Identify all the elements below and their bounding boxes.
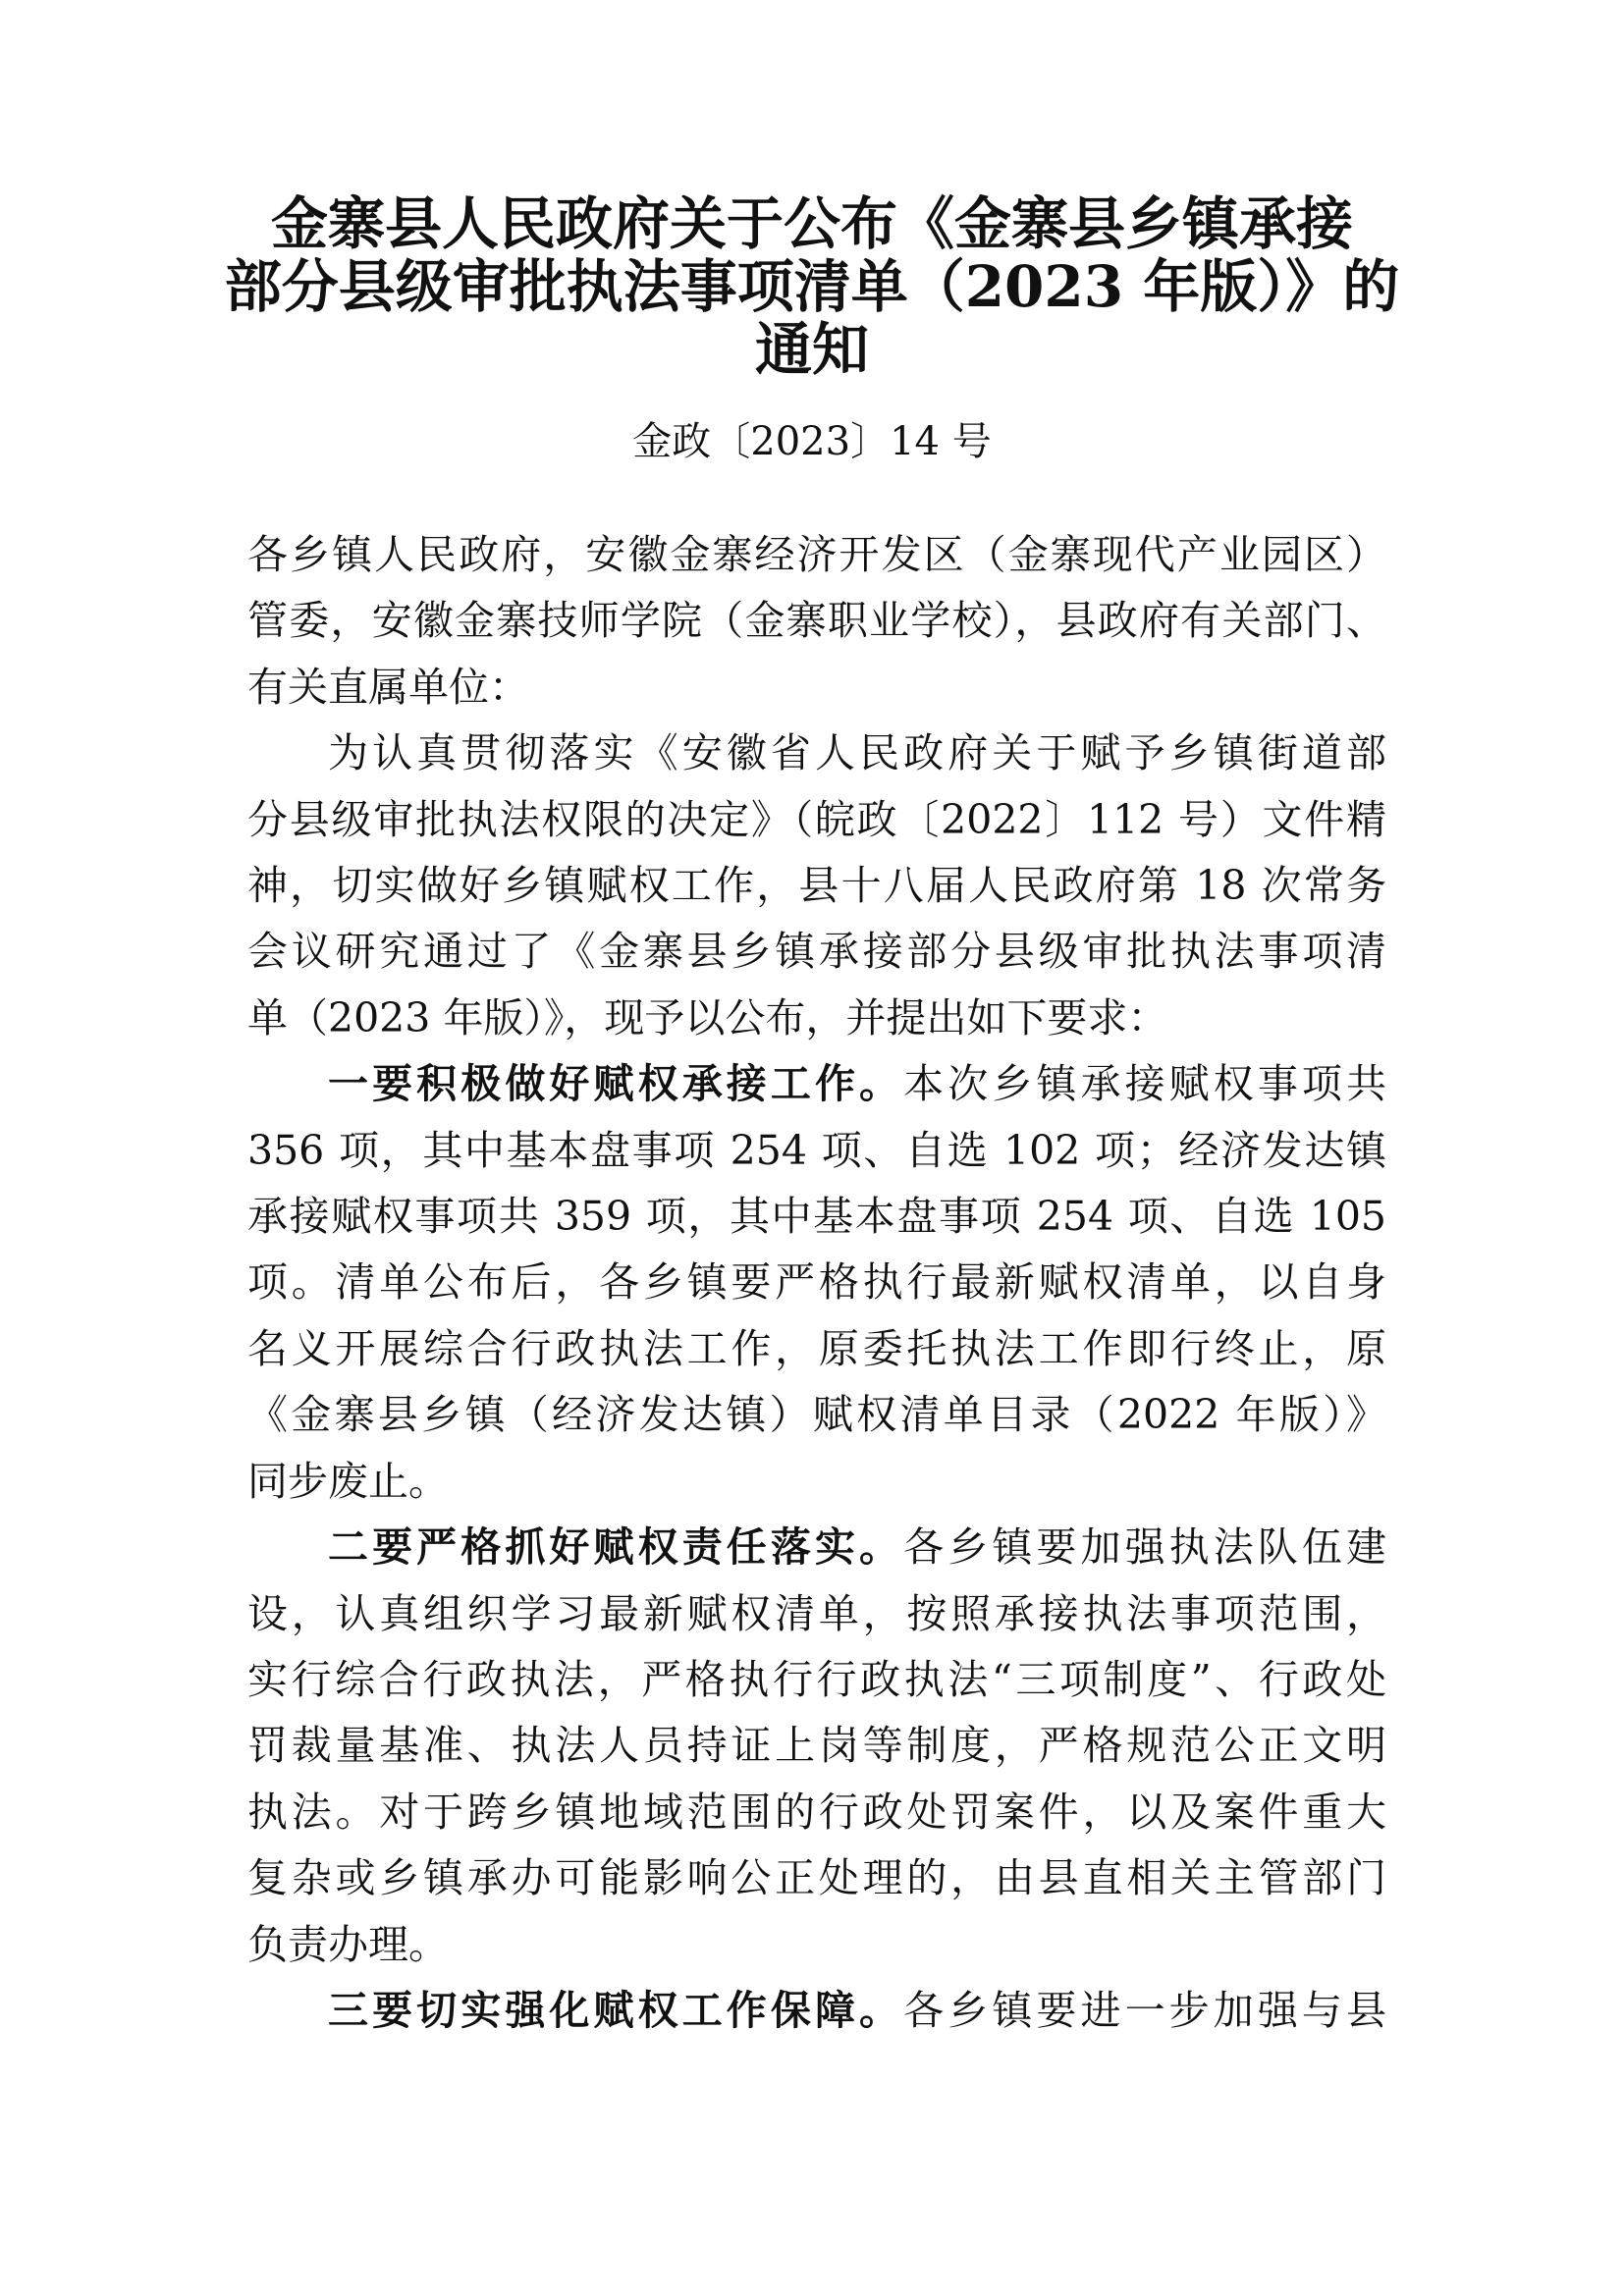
document-number: 金政〔2023〕14 号: [632, 419, 992, 464]
addressee-line: 有关直属单位：: [247, 663, 529, 711]
section-2-heading: 二要严格抓好赋权责任落实。: [328, 1523, 904, 1572]
section-2-paragraph: [247, 1515, 1386, 1978]
section-1-line: 项。清单公布后，各乡镇要严格执行最新赋权清单，以自身: [247, 1258, 1386, 1307]
section-1-line: 356 项，其中基本盘事项 254 项、自选 102 项；经济发达镇: [247, 1126, 1386, 1174]
title-line-1: 金寨县人民政府关于公布《金寨县乡镇承接: [270, 190, 1353, 257]
document-title: [196, 192, 1428, 381]
section-2-first-line: [247, 1515, 1386, 1580]
section-2-line: 罚裁量基准、执法人员持证上岗等制度，严格规范公正文明: [247, 1722, 1386, 1770]
intro-line: 分县级审批执法权限的决定》（皖政〔2022〕112 号）文件精: [247, 795, 1386, 843]
section-2-line: 实行综合行政执法，严格执行行政执法“三项制度”、行政处: [247, 1655, 1386, 1703]
section-3-paragraph: [247, 1978, 1386, 2044]
addressee-paragraph: [247, 522, 1386, 721]
intro-line: 会议研究通过了《金寨县乡镇承接部分县级审批执法事项清: [247, 928, 1386, 976]
section-1-paragraph: [247, 1051, 1386, 1515]
intro-paragraph: [247, 721, 1386, 1051]
section-2-first-line-text: 各乡镇要加强执法队伍建: [903, 1523, 1387, 1572]
intro-line: 单（2023 年版）》，现予以公布，并提出如下要求：: [247, 993, 1168, 1041]
intro-line: 神，切实做好乡镇赋权工作，县十八届人民政府第 18 次常务: [247, 862, 1386, 910]
document-body: [247, 522, 1386, 2044]
section-1-first-line: [247, 1051, 1386, 1117]
section-1-first-line-text: 本次乡镇承接赋权事项共: [903, 1060, 1387, 1108]
section-1-line: 《金寨县乡镇（经济发达镇）赋权清单目录（2022 年版）》: [247, 1391, 1386, 1439]
addressee-line: 各乡镇人民政府，安徽金寨经济开发区（金寨现代产业园区）: [247, 531, 1386, 578]
section-1-heading: 一要积极做好赋权承接工作。: [328, 1060, 904, 1108]
section-1-line: 承接赋权事项共 359 项，其中基本盘事项 254 项、自选 105: [247, 1193, 1386, 1241]
section-2-line: 执法。对于跨乡镇地域范围的行政处罚案件，以及案件重大: [247, 1788, 1386, 1836]
title-line-3: 通知: [754, 316, 869, 383]
intro-line: 为认真贯彻落实《安徽省人民政府关于赋予乡镇街道部: [328, 729, 1386, 777]
section-3-first-line: [247, 1978, 1386, 2044]
section-2-line: 负责办理。: [247, 1920, 449, 1968]
title-line-2: 部分县级审批执法事项清单（2023 年版）》的: [224, 253, 1400, 320]
section-3-first-line-text: 各乡镇要进一步加强与县: [903, 1986, 1387, 2034]
section-2-line: 设，认真组织学习最新赋权清单，按照承接执法事项范围，: [247, 1589, 1386, 1637]
section-1-line: 名义开展综合行政执法工作，原委托执法工作即行终止，原: [247, 1324, 1386, 1372]
section-1-line: 同步废止。: [247, 1457, 449, 1505]
addressee-line: 管委，安徽金寨技师学院（金寨职业学校），县政府有关部门、: [247, 597, 1386, 645]
section-3-heading: 三要切实强化赋权工作保障。: [328, 1986, 904, 2034]
section-2-line: 复杂或乡镇承办可能影响公正处理的，由县直相关主管部门: [247, 1854, 1386, 1902]
